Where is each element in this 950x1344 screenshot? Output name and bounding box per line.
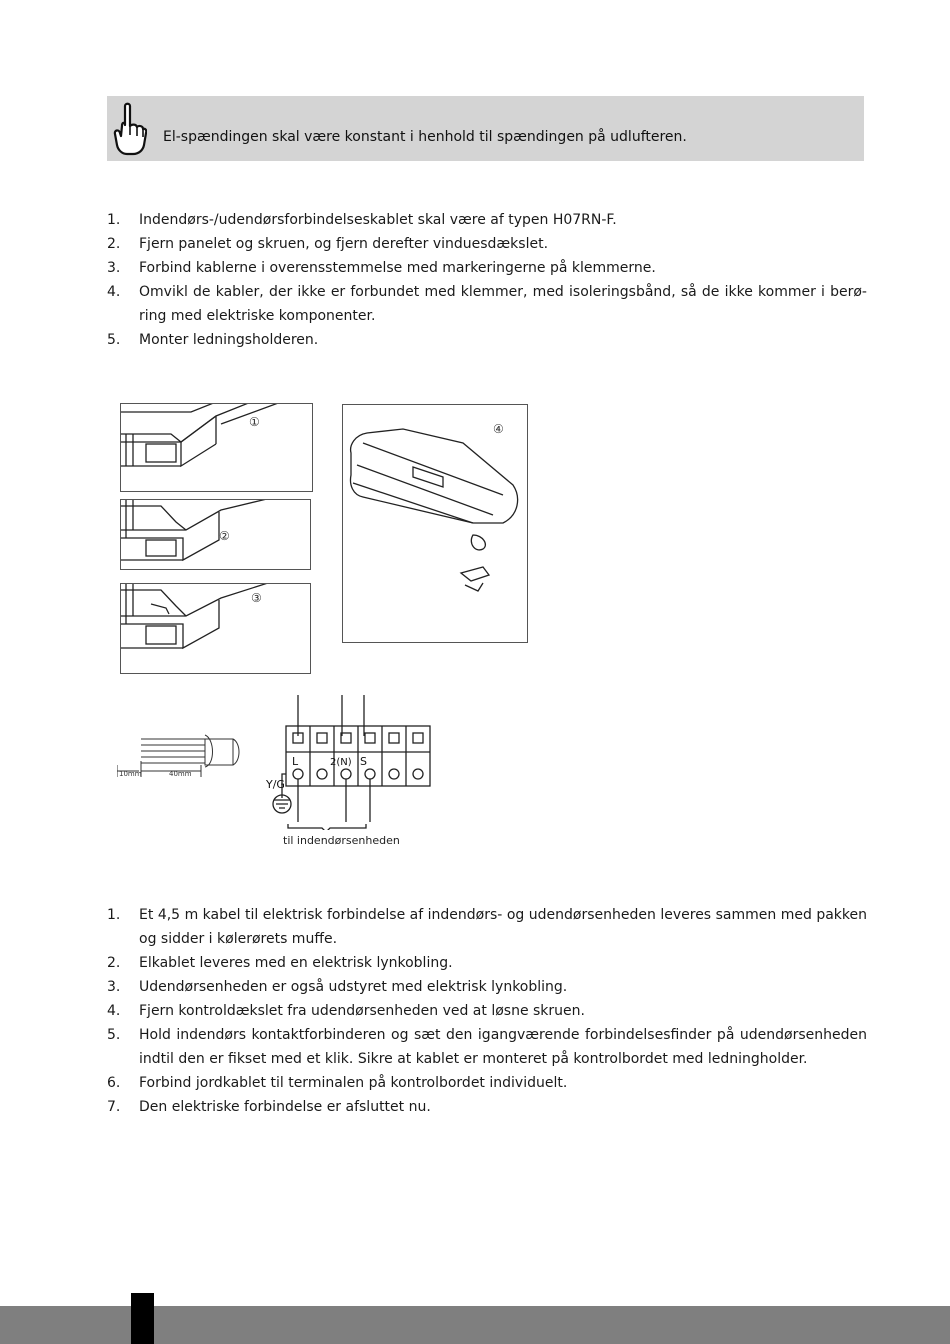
figure-step-2 bbox=[120, 499, 311, 570]
terminal-label-2n: 2(N) bbox=[330, 757, 352, 768]
pointing-hand-icon bbox=[111, 102, 147, 156]
list-number: 6. bbox=[107, 1075, 121, 1091]
list-number: 1. bbox=[107, 212, 121, 228]
figure-caption: til indendørsenheden bbox=[283, 834, 400, 847]
list-number: 4. bbox=[107, 284, 121, 300]
list-text: Forbind jordkablet til terminalen på kontrolbordet individuelt. bbox=[139, 1075, 568, 1091]
footer-tab bbox=[131, 1293, 154, 1344]
list-item bbox=[107, 999, 867, 1023]
list-text: Monter ledningsholderen. bbox=[139, 332, 319, 348]
installation-steps-list bbox=[107, 208, 867, 352]
list-text: Den elektriske forbindelse er afsluttet nu. bbox=[139, 1099, 431, 1115]
list-number: 2. bbox=[107, 236, 121, 252]
step-number-3: ③ bbox=[251, 591, 262, 605]
list-text: Et 4,5 m kabel til elektrisk forbindelse af indendørs- og udendørsenheden leveres sammen med pakken og sidder i kølerørets muffe. bbox=[139, 907, 867, 947]
terminal-label-s: S bbox=[360, 755, 367, 768]
list-number: 5. bbox=[107, 1027, 121, 1043]
list-number: 1. bbox=[107, 907, 121, 923]
dim-10mm: 10mm bbox=[119, 770, 142, 778]
step-number-2: ② bbox=[219, 529, 230, 543]
unit-corner-illustration bbox=[121, 584, 310, 673]
cable-strip-diagram bbox=[117, 725, 242, 780]
step-number-1: ① bbox=[249, 415, 260, 429]
list-number: 2. bbox=[107, 955, 121, 971]
list-item bbox=[107, 232, 867, 256]
list-text: Hold indendørs kontaktforbinderen og sæt den igangværende forbindelsesfinder på udendørsenheden indtil den er fikset med et klik. Sikre at kablet er monteret på kontrolbordet med ledningholder. bbox=[139, 1027, 867, 1067]
figure-step-4 bbox=[342, 404, 528, 643]
list-item bbox=[107, 951, 867, 975]
indoor-unit-illustration bbox=[343, 405, 527, 642]
list-number: 4. bbox=[107, 1003, 121, 1019]
ground-label: Y/G bbox=[266, 778, 285, 791]
connection-steps-list bbox=[107, 903, 867, 1119]
figure-step-1 bbox=[120, 403, 313, 492]
step-number-4: ④ bbox=[493, 422, 504, 436]
list-item bbox=[107, 903, 867, 951]
note-text: El-spændingen skal være konstant i henhold til spændingen på udlufteren. bbox=[163, 129, 687, 145]
list-item bbox=[107, 975, 867, 999]
list-text: Indendørs-/udendørsforbindelseskablet skal være af typen H07RN-F. bbox=[139, 212, 617, 228]
list-text: Fjern kontroldækslet fra udendørsenheden ved at løsne skruen. bbox=[139, 1003, 585, 1019]
list-text: Fjern panelet og skruen, og fjern derefter vinduesdækslet. bbox=[139, 236, 549, 252]
list-item bbox=[107, 328, 867, 352]
terminal-label-l: L bbox=[292, 755, 299, 768]
list-number: 5. bbox=[107, 332, 121, 348]
list-text: Elkablet leveres med en elektrisk lynkobling. bbox=[139, 955, 453, 971]
list-number: 3. bbox=[107, 260, 121, 276]
unit-corner-illustration bbox=[121, 404, 312, 491]
dim-40mm: 40mm bbox=[169, 770, 192, 778]
list-item bbox=[107, 1023, 867, 1071]
list-text: Udendørsenheden er også udstyret med elektrisk lynkobling. bbox=[139, 979, 568, 995]
list-item bbox=[107, 256, 867, 280]
list-number: 7. bbox=[107, 1099, 121, 1115]
list-item bbox=[107, 1095, 867, 1119]
note-box bbox=[107, 96, 864, 161]
list-item bbox=[107, 208, 867, 232]
figure-step-3 bbox=[120, 583, 311, 674]
list-text: Omvikl de kabler, der ikke er forbundet med klemmer, med isoleringsbånd, så de ikke kommer i berø-ring med elektriske komponenter. bbox=[139, 284, 867, 324]
list-item bbox=[107, 1071, 867, 1095]
unit-corner-illustration bbox=[121, 500, 310, 569]
list-item bbox=[107, 280, 867, 328]
terminal-block-diagram bbox=[256, 690, 440, 830]
list-number: 3. bbox=[107, 979, 121, 995]
list-text: Forbind kablerne i overensstemmelse med markeringerne på klemmerne. bbox=[139, 260, 656, 276]
